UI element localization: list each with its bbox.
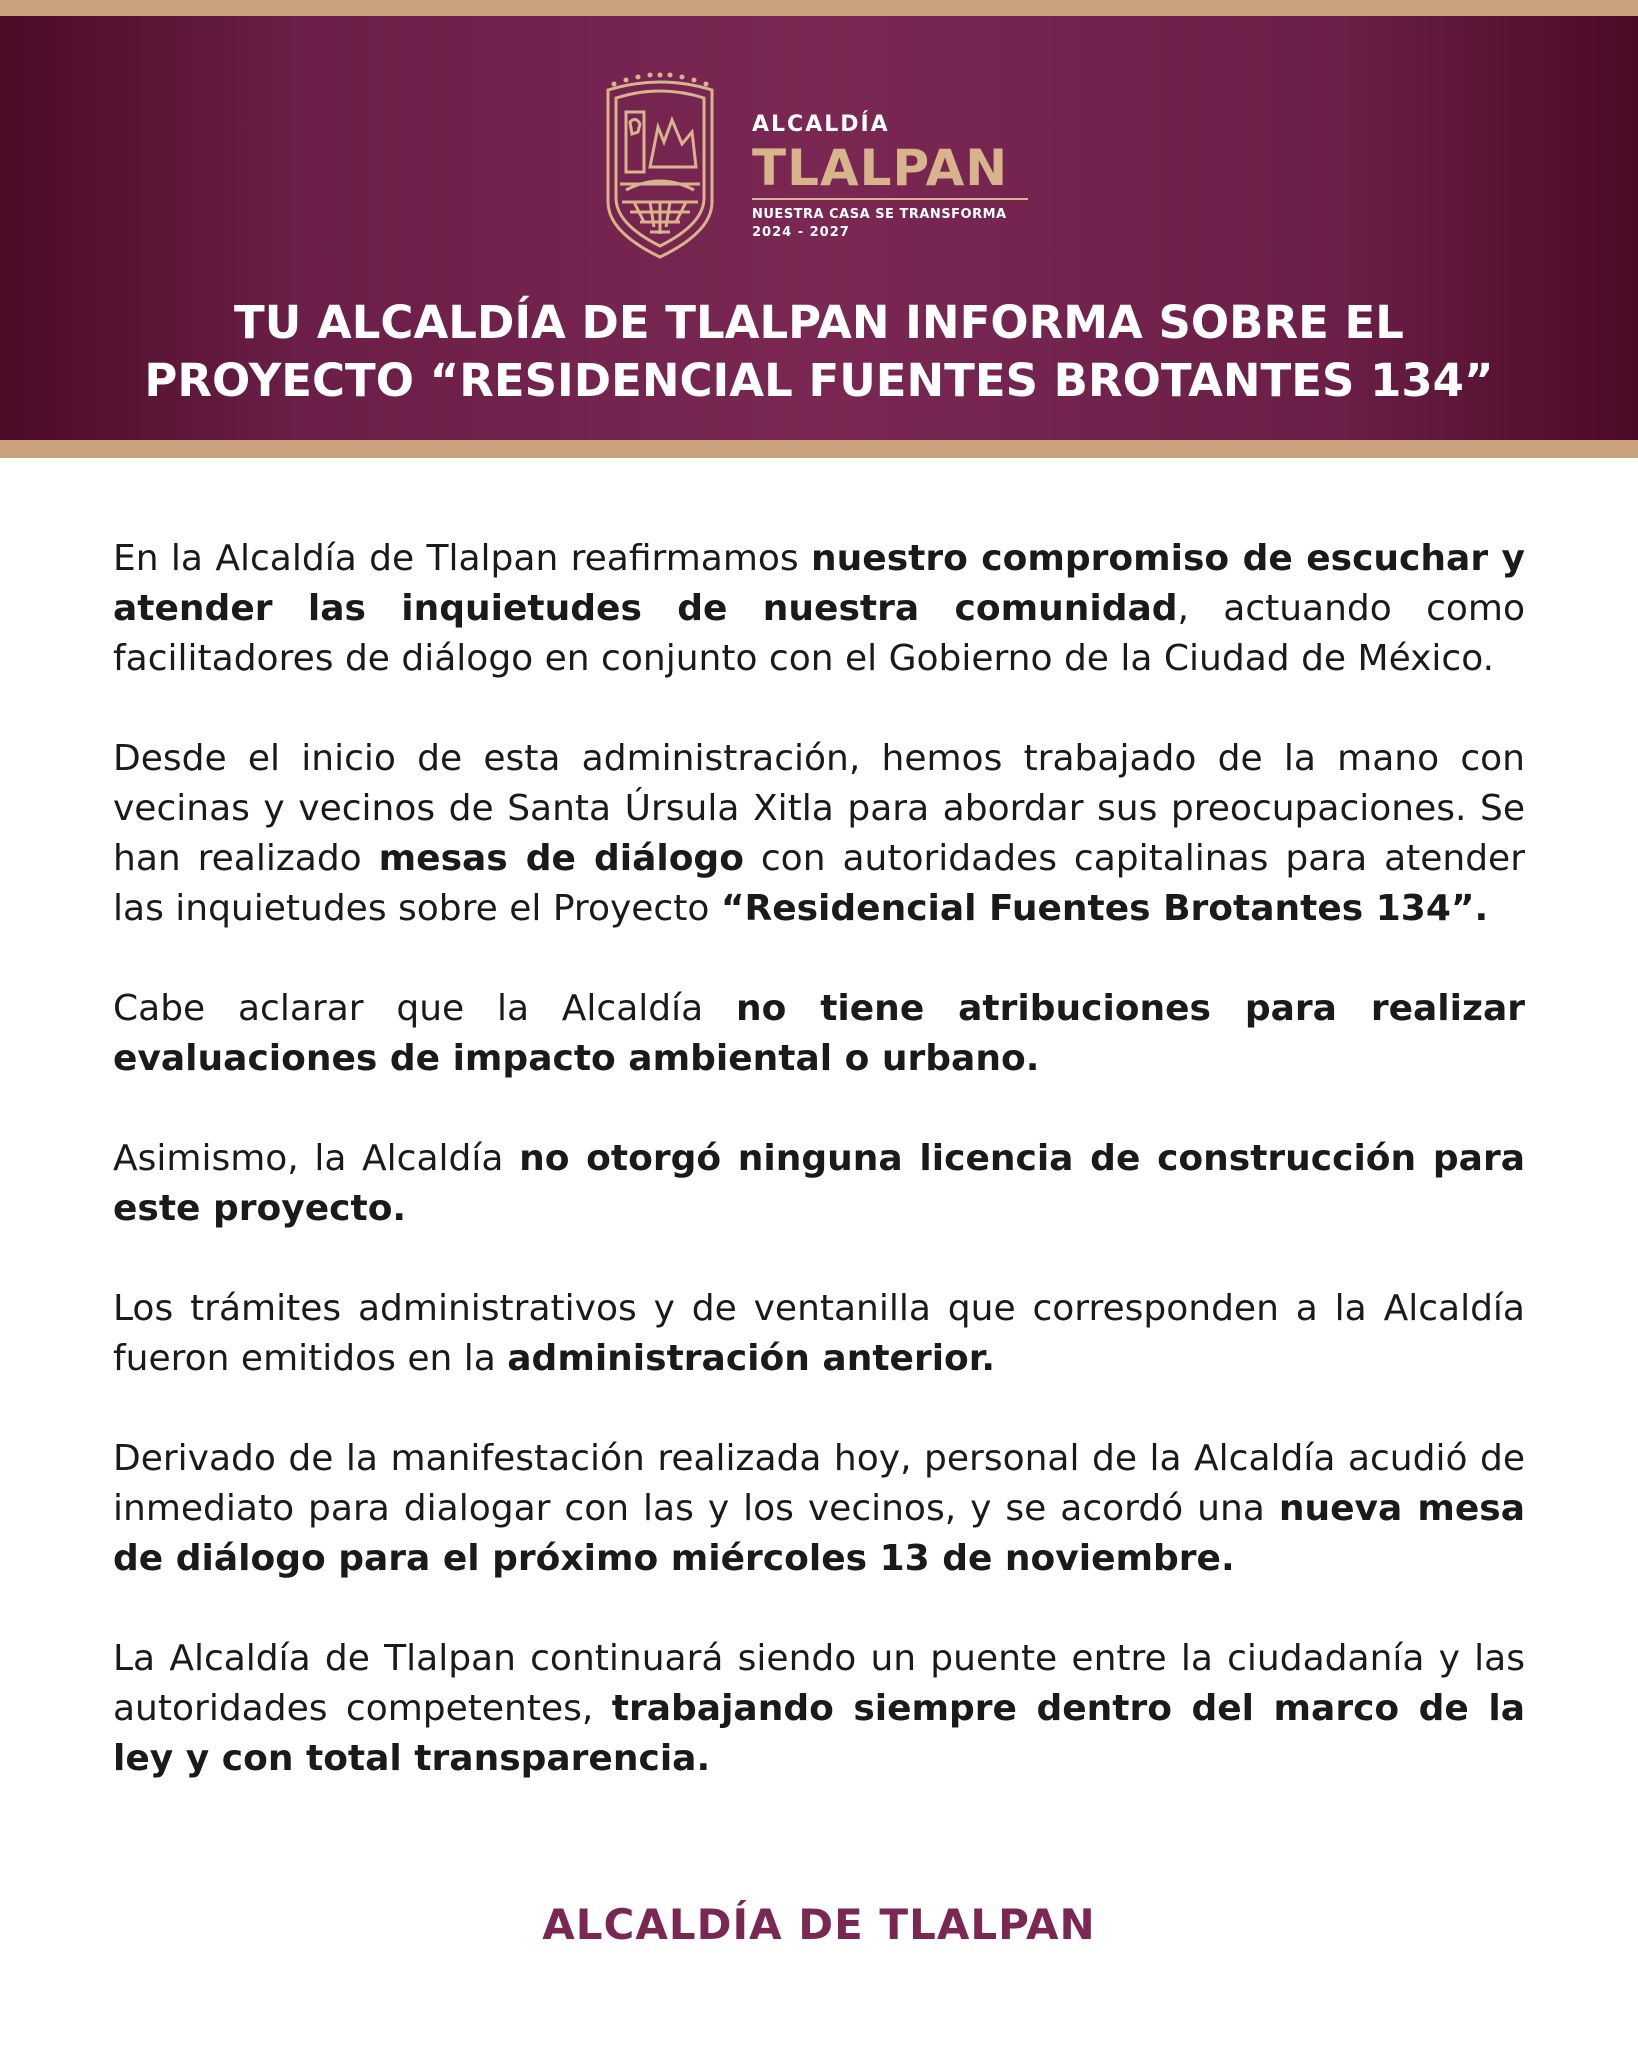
p2-text-bold-1: mesas de diálogo xyxy=(378,838,744,879)
paragraph-4 xyxy=(113,1134,1525,1234)
p4-text-a: Asimismo, la Alcaldía xyxy=(113,1138,520,1179)
p5-text-a: Los trámites administrativos y de ventanilla que corresponden a la Alcaldía fueron emitidos en la xyxy=(113,1288,1525,1379)
p2-text-bold-2: “Residencial Fuentes Brotantes 134”. xyxy=(720,888,1489,929)
p4-text-bold: no otorgó ninguna licencia de construcción para este proyecto. xyxy=(113,1138,1525,1229)
p3-text-bold: no tiene atribuciones para realizar evaluaciones de impacto ambiental o urbano. xyxy=(113,988,1525,1079)
statement-body xyxy=(113,534,1525,1834)
alcaldia-logo xyxy=(600,72,1060,272)
logo-years: 2024 - 2027 xyxy=(752,225,850,240)
p2-text-c: con autoridades capitalinas para atender las inquietudes sobre el Proyecto xyxy=(113,838,1526,929)
page-title xyxy=(40,294,1598,410)
paragraph-3 xyxy=(113,984,1525,1084)
bottom-gold-strip xyxy=(0,440,1638,458)
p6-text-a: Derivado de la manifestación realizada hoy, personal de la Alcaldía acudió de inmediato para dialogar con las y los vecinos, y se acordó una xyxy=(113,1438,1525,1529)
p6-text-bold: nueva mesa de diálogo para el próximo miércoles 13 de noviembre. xyxy=(113,1488,1525,1579)
logo-alcaldia-label: ALCALDÍA xyxy=(752,112,890,137)
paragraph-2 xyxy=(113,734,1525,934)
signature: ALCALDÍA DE TLALPAN xyxy=(542,1900,1096,1949)
p5-text-bold: administración anterior. xyxy=(507,1338,996,1379)
title-line-1: TU ALCALDÍA DE TLALPAN INFORMA SOBRE EL xyxy=(234,296,1404,349)
tlalpan-emblem-icon xyxy=(600,72,720,262)
logo-tlalpan-label: TLALPAN xyxy=(752,139,1009,197)
logo-divider xyxy=(752,198,1028,200)
top-gold-strip xyxy=(0,0,1638,16)
paragraph-1 xyxy=(113,534,1525,684)
paragraph-5 xyxy=(113,1284,1525,1384)
logo-slogan: NUESTRA CASA SE TRANSFORMA xyxy=(752,207,1007,222)
p1-text-bold: nuestro compromiso de escuchar y atender las inquietudes de nuestra comunidad xyxy=(113,538,1525,629)
p7-text-a: La Alcaldía de Tlalpan continuará siendo un puente entre la ciudadanía y las autoridades competentes, xyxy=(113,1638,1525,1729)
p1-text-c: , actuando como facilitadores de diálogo en conjunto con el Gobierno de la Ciudad de México. xyxy=(113,588,1526,679)
logo-wordmark xyxy=(752,112,1052,242)
p2-text-a: Desde el inicio de esta administración, hemos trabajado de la mano con vecinas y vecinos de Santa Úrsula Xitla para abordar sus preocupaciones. Se han realizado xyxy=(113,738,1525,879)
title-line-2: PROYECTO “RESIDENCIAL FUENTES BROTANTES 134” xyxy=(144,354,1494,407)
paragraph-7 xyxy=(113,1634,1525,1784)
paragraph-6 xyxy=(113,1434,1525,1584)
p1-text-a: En la Alcaldía de Tlalpan reafirmamos xyxy=(113,538,812,579)
p7-text-bold: trabajando siempre dentro del marco de la ley y con total transparencia. xyxy=(113,1688,1525,1779)
p3-text-a: Cabe aclarar que la Alcaldía xyxy=(113,988,736,1029)
header-banner xyxy=(0,16,1638,440)
